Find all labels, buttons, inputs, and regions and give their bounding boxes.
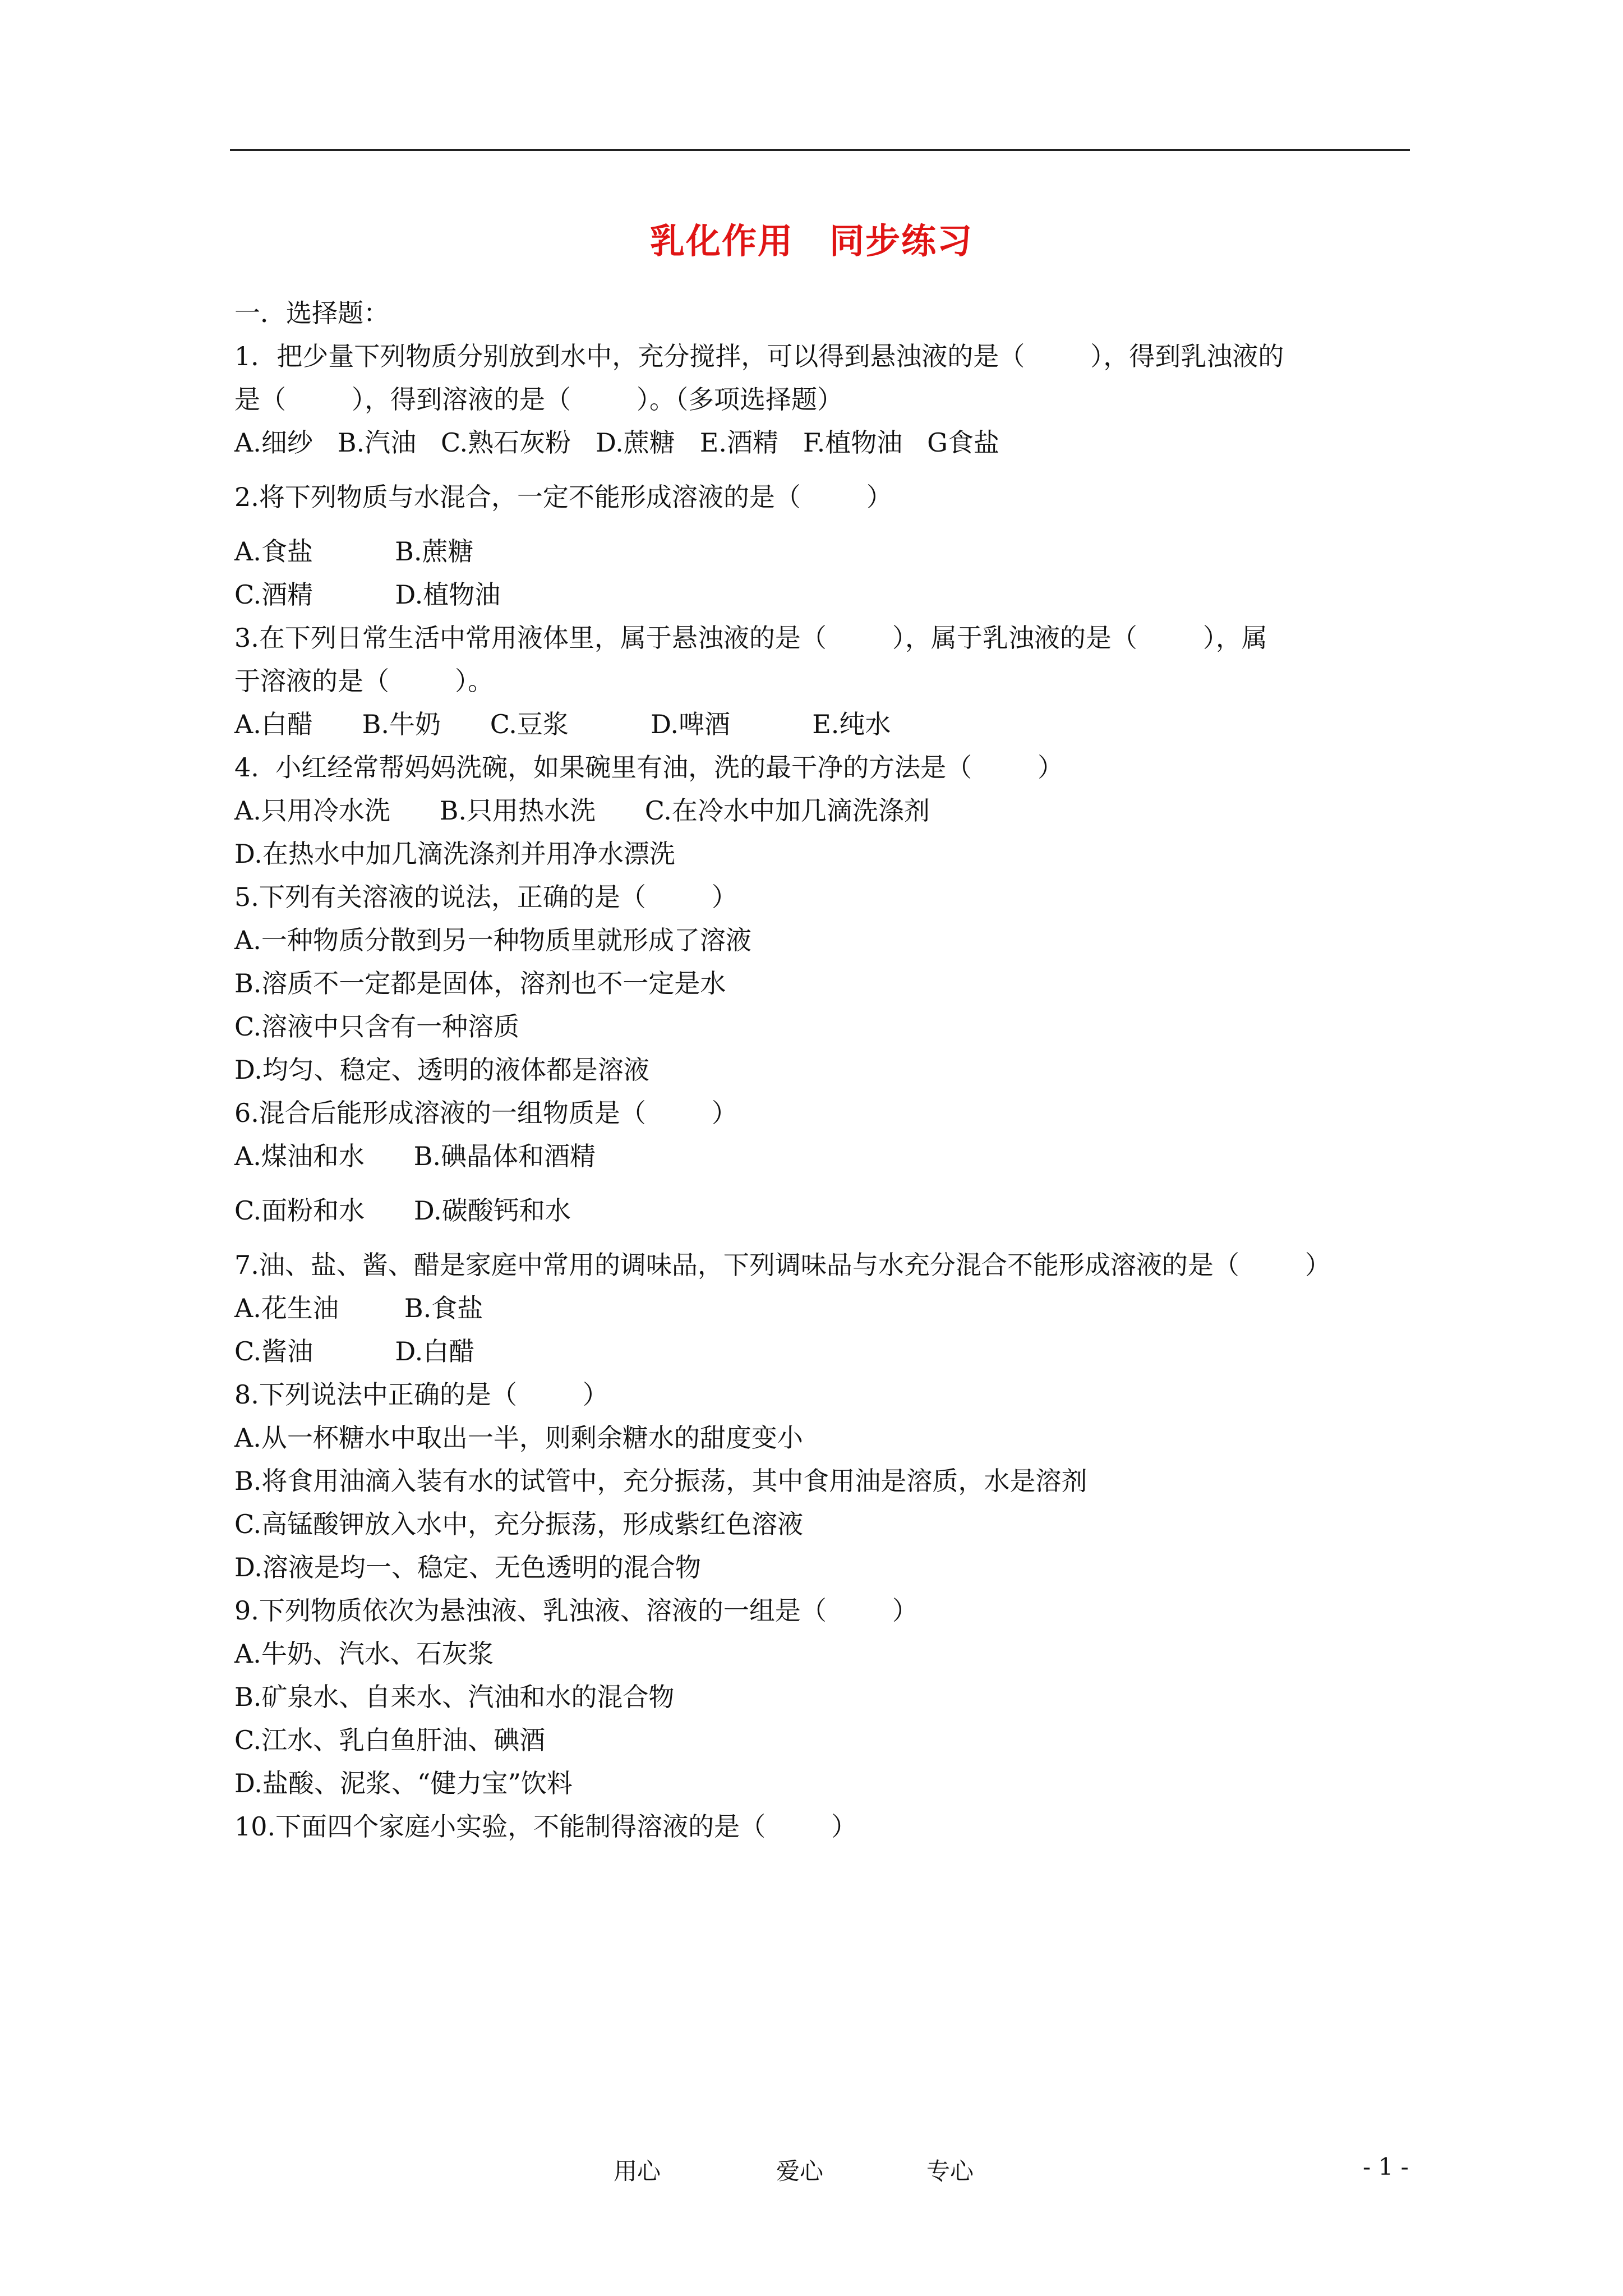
question-9-option-c: C.江水、乳白鱼肝油、碘酒 (234, 1725, 546, 1755)
question-4-stem: 4. 小红经常帮妈妈洗碗，如果碗里有油，洗的最干净的方法是（ ） (234, 752, 1064, 783)
question-1-line-1: 1．把少量下列物质分别放到水中，充分搅拌，可以得到悬浊液的是（ ），得到乳浊液的 (234, 341, 1284, 371)
footer-motto-2: 爱心 (776, 2157, 824, 2185)
question-6-stem: 6.混合后能形成溶液的一组物质是（ ） (234, 1098, 737, 1128)
question-8-option-d: D.溶液是均一、稳定、无色透明的混合物 (234, 1552, 701, 1582)
question-4-options-row-1: A.只用冷水洗 B.只用热水洗 C.在冷水中加几滴洗涤剂 (234, 795, 930, 826)
question-8-option-a: A.从一杯糖水中取出一半，则剩余糖水的甜度变小 (234, 1423, 803, 1453)
question-8-option-c: C.高锰酸钾放入水中，充分振荡，形成紫红色溶液 (234, 1509, 804, 1539)
question-5-stem: 5.下列有关溶液的说法，正确的是（ ） (234, 882, 737, 912)
question-3-line-2: 于溶液的是（ ）。 (234, 666, 494, 696)
question-5-option-b: B.溶质不一定都是固体，溶剂也不一定是水 (234, 968, 726, 999)
question-2-options-row-2: C.酒精 D.植物油 (234, 579, 501, 610)
exercise-content (234, 292, 1446, 1848)
question-5-option-a: A.一种物质分散到另一种物质里就形成了溶液 (234, 925, 751, 955)
question-7-options-row-2: C.酱油 D.白醋 (234, 1336, 475, 1366)
question-1-options: A.细纱 B.汽油 C.熟石灰粉 D.蔗糖 E.酒精 F.植物油 G食盐 (234, 427, 999, 458)
question-7-options-row-1: A.花生油 B.食盐 (234, 1293, 483, 1323)
section-heading: 一．选择题： (234, 298, 389, 328)
question-2-stem: 2.将下列物质与水混合，一定不能形成溶液的是（ ） (234, 482, 892, 512)
footer-motto-1: 用心 (614, 2157, 661, 2185)
page-footer (0, 2153, 1623, 2187)
question-3-line-1: 3.在下列日常生活中常用液体里，属于悬浊液的是（ ），属于乳浊液的是（ ），属 (234, 623, 1267, 653)
question-8-stem: 8.下列说法中正确的是（ ） (234, 1379, 608, 1410)
question-9-option-b: B.矿泉水、自来水、汽油和水的混合物 (234, 1682, 675, 1712)
question-7-stem: 7.油、盐、酱、醋是家庭中常用的调味品，下列调味品与水充分混合不能形成溶液的是（ ） (234, 1250, 1331, 1280)
question-9-stem: 9.下列物质依次为悬浊液、乳浊液、溶液的一组是（ ） (234, 1595, 918, 1626)
question-1-line-2: 是（ ），得到溶液的是（ ）。（多项选择题） (234, 384, 843, 415)
question-4-options-row-2: D.在热水中加几滴洗涤剂并用净水漂洗 (234, 839, 675, 869)
footer-motto-3: 专心 (926, 2157, 974, 2185)
page-title: 乳化作用 同步练习 (649, 220, 973, 261)
question-9-option-a: A.牛奶、汽水、石灰浆 (234, 1639, 494, 1669)
header-rule (230, 149, 1410, 151)
question-3-options: A.白醋 B.牛奶 C.豆浆 D.啤酒 E.纯水 (234, 709, 891, 739)
question-2-options-row-1: A.食盐 B.蔗糖 (234, 536, 474, 567)
page-number: - 1 - (1363, 2153, 1409, 2180)
question-8-option-b: B.将食用油滴入装有水的试管中，充分振荡，其中食用油是溶质，水是溶剂 (234, 1466, 1087, 1496)
question-10-stem: 10.下面四个家庭小实验，不能制得溶液的是（ ） (234, 1811, 857, 1842)
question-5-option-c: C.溶液中只含有一种溶质 (234, 1011, 520, 1042)
question-5-option-d: D.均匀、稳定、透明的液体都是溶液 (234, 1055, 649, 1085)
question-6-options-row-1: A.煤油和水 B.碘晶体和酒精 (234, 1141, 596, 1171)
question-6-options-row-2: C.面粉和水 D.碳酸钙和水 (234, 1195, 571, 1226)
question-9-option-d: D.盐酸、泥浆、“健力宝”饮料 (234, 1768, 573, 1798)
